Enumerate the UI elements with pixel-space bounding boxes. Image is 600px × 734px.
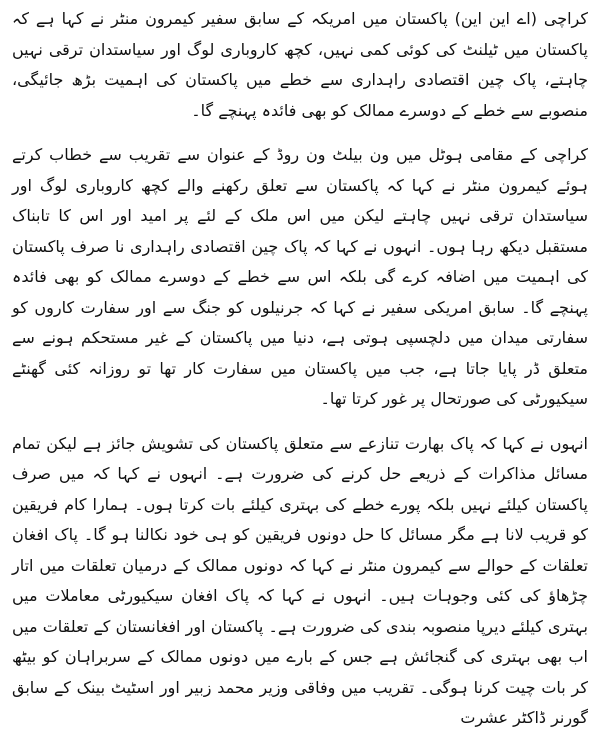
article-paragraph-1: کراچی (اے این این) پاکستان میں امریکہ کے سابق سفیر کیمرون منٹر نے کہا ہے کہ پاکستان میں ٹیلنٹ کی کوئی کمی نہیں، کچھ کاروباری لوگ اور سیاستدان ترقی نہیں چاہتے، پاک چین اقتصادی راہداری سے خطے میں پاکستان کی اہمیت بڑھ جائیگی، منصوبے سے خطے کے دوسرے ممالک کو بھی فائدہ پہنچے گا۔ [12, 9, 588, 120]
article-paragraph-3: انہوں نے کہا کہ پاک بھارت تنازعے سے متعلق پاکستان کی تشویش جائز ہے لیکن تمام مسائل مذاکرات کے ذریعے حل کرنے کی ضرورت ہے۔ انہوں نے کہا کہ میں صرف پاکستان کیلئے نہیں بلکہ پورے خطے کی بہتری کیلئے بات کرتا ہوں۔ ہمارا کام فریقین کو قریب لانا ہے مگر مسائل کا حل دونوں فریقین کو ہی خود نکالنا ہو گا۔ پاک افغان تعلقات کے حوالے سے کیمرون منٹر نے کہا کہ دونوں ممالک کے درمیان تعلقات میں اتار چڑھاؤ کی کئی وجوہات ہیں۔ انہوں نے کہا کہ پاک افغان سیکیورٹی معاملات میں بہتری کیلئے دیرپا منصوبہ بندی کی ضرورت ہے۔ پاکستان اور افغانستان کے تعلقات میں اب بھی بہتری کی گنجائش ہے جس کے بارے میں دونوں ممالک کے سربراہان کو بیٹھ کر بات چیت کرنا ہوگی۔ تقریب میں وفاقی وزیر محمد زبیر اور اسٹیٹ بینک کے سابق گورنر ڈاکٹر عشرت [12, 433, 588, 727]
article-paragraph-2: کراچی کے مقامی ہوٹل میں ون بیلٹ ون روڈ کے عنوان سے تقریب سے خطاب کرتے ہوئے کیمرون منٹر نے کہا کہ پاکستان سے تعلق رکھنے والے کچھ کاروباری لوگ اور سیاستدان ترقی نہیں چاہتے لیکن میں اس ملک کے لئے پر امید اور اس کا تابناک مستقبل دیکھ رہا ہوں۔ انہوں نے کہا کہ پاک چین اقتصادی راہداری نا صرف پاکستان کی اہمیت میں اضافہ کرے گی بلکہ اس سے خطے کے دوسرے ممالک کو بھی فائدہ پہنچے گا۔ سابق امریکی سفیر نے کہا کہ جرنیلوں کو جنگ سے اور سفارت کاروں کو سفارتی میدان میں دلچسپی ہوتی ہے، دنیا میں پاکستان کے غیر مستحکم ہونے سے متعلق ڈر پایا جاتا ہے، جب میں پاکستان میں سفارت کار تھا تو روزانہ کئی گھنٹے سیکیورٹی کی صورتحال پر غور کرتا تھا۔ [12, 145, 588, 408]
